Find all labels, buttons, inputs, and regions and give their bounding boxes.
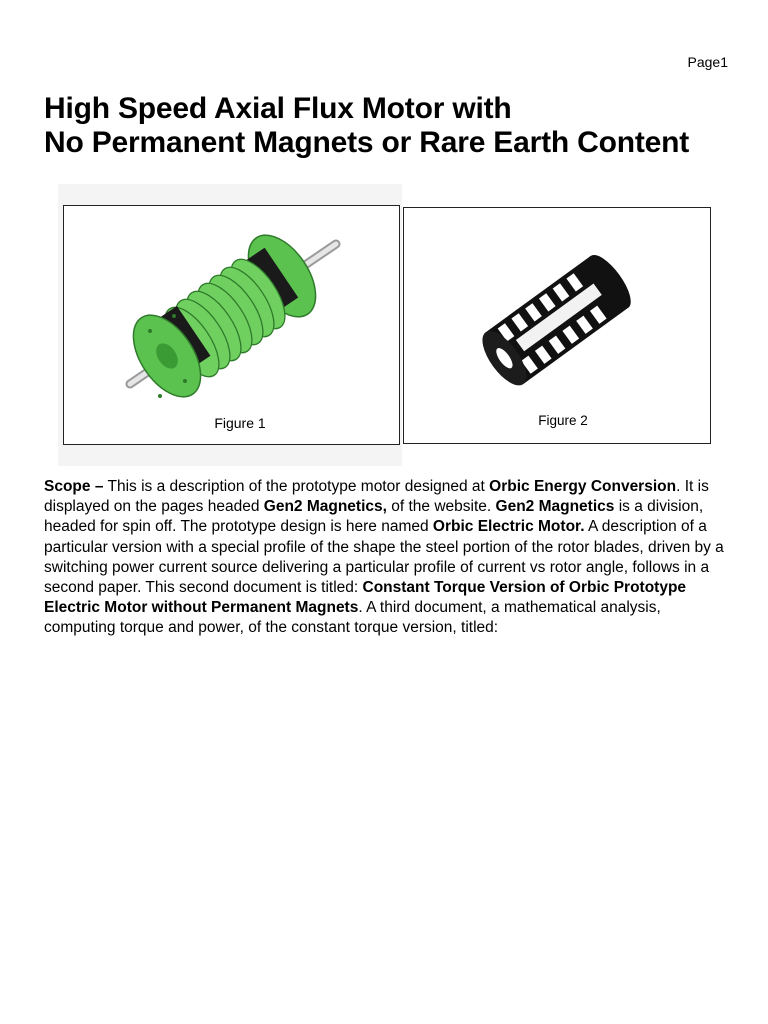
second-document-title: Constant Torque Version of Orbic Prototype Electric Motor without Permanent Magnets <box>44 579 687 617</box>
title-line-2: No Permanent Magnets or Rare Earth Content <box>44 126 690 159</box>
motor-name: Orbic Electric Motor. <box>432 518 585 536</box>
figure-1-caption: Figure 1 <box>214 415 266 431</box>
title-line-1: High Speed Axial Flux Motor with <box>44 92 512 125</box>
figure-2 <box>403 207 711 444</box>
scope-label: Scope – <box>44 478 104 495</box>
page-number: Page1 <box>687 54 728 70</box>
figure-1 <box>63 205 400 445</box>
division-name: Gen2 Magnetics <box>495 498 615 516</box>
black-rotor-cylinder-render <box>404 208 710 443</box>
org-name: Orbic Energy Conversion <box>489 478 677 495</box>
green-axial-flux-motor-render <box>64 206 399 444</box>
figure-2-caption: Figure 2 <box>538 413 588 428</box>
rotor-cylinder <box>474 249 638 392</box>
site-section-name: Gen2 Magnetics, <box>263 498 387 516</box>
scope-paragraph: Scope – This is a description of the prototype motor designed at Orbic Energy Conversion. It is displayed on the pages headed Gen2 Magnetics, of the website. Gen2 Magnetics is a division, headed for spin off. The prototype design is here named Orbic Electric Motor. A description of a particular version with a special profile of the shape the steel portion of the rotor blades, driven by a switching power current source delivering a particular profile of current vs rotor angle, follows in a second paper. This second document is titled: Constant Torque Version of Orbic Prototype Electric Motor without Permanent Magnets. A third document, a mathematical analysis, computing torque and power, of the constant torque version, titled: <box>44 478 724 637</box>
page-title <box>44 92 689 160</box>
